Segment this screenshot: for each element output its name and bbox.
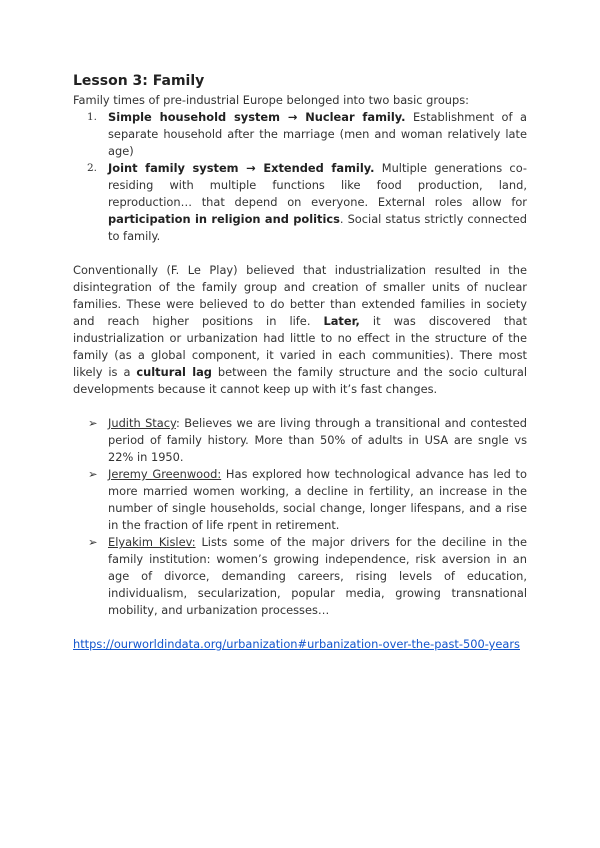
intro-text: Family times of pre-industrial Europe belonged into two basic groups: bbox=[73, 93, 470, 107]
arrow-bullet-icon: ➢ bbox=[88, 467, 98, 481]
list-item bbox=[73, 109, 527, 160]
authors-list bbox=[73, 415, 527, 619]
family-groups-list bbox=[73, 109, 527, 245]
group-heading: Joint family system → Extended family. bbox=[108, 161, 375, 175]
paragraph-part: Conventionally (F. Le Play) believed that industrialization resulted in the disintegration of the family group and creation of smaller units of nuclear families. These were believed to do better than extended families in society and reach higher positions in life. bbox=[73, 263, 527, 328]
paragraph-part: it was discovered that industrialization or urbanization had little to no effect in the structure of the family (as a global component, it varied in each communities). There most likely is a bbox=[73, 314, 527, 379]
paragraph-bold: cultural lag bbox=[136, 365, 212, 379]
list-item bbox=[73, 534, 527, 619]
arrow-bullet-icon: ➢ bbox=[88, 416, 98, 430]
author-text: Has explored how technological advance has led to more married women working, a decline in fertility, an increase in the number of single households, social change, longer lifespans, and a rise in the fraction of life rpent in retirement. bbox=[108, 467, 527, 532]
name-separator: : bbox=[175, 416, 180, 430]
paragraph-bold: Later, bbox=[323, 314, 360, 328]
list-item bbox=[73, 415, 527, 466]
group-heading: Simple household system → Nuclear family. bbox=[108, 110, 406, 124]
document-body bbox=[73, 72, 527, 653]
list-item bbox=[73, 466, 527, 534]
body-paragraph bbox=[73, 262, 527, 398]
lesson-title: Lesson 3: Family bbox=[73, 73, 205, 89]
author-text: Believes we are living through a transitional and contested period of family history. More than 50% of adults in USA are sngle vs 22% in 1950. bbox=[108, 416, 527, 464]
author-name: Jeremy Greenwood: bbox=[108, 467, 222, 481]
group-text: Multiple generations co-residing with multiple functions like food production, land, reproduction… that depend on everyone. External roles allow for bbox=[108, 161, 527, 209]
group-text: Establishment of a separate household after the marriage (men and woman relatively late age) bbox=[108, 110, 527, 158]
group-bold-text: participation in religion and politics bbox=[108, 212, 340, 226]
paragraph-part: between the family structure and the socio cultural developments because it cannot keep up with it’s fast changes. bbox=[73, 365, 527, 396]
author-name: Elyakim Kislev: bbox=[108, 535, 196, 549]
list-item bbox=[73, 160, 527, 245]
source-link-line bbox=[73, 636, 527, 653]
arrow-bullet-icon: ➢ bbox=[88, 535, 98, 549]
source-link[interactable]: https://ourworldindata.org/urbanization#urbanization-over-the-past-500-years bbox=[73, 637, 520, 651]
group-text-end: . Social status strictly connected to family. bbox=[108, 212, 527, 243]
author-name: Judith Stacy bbox=[108, 416, 176, 430]
list-number: 1. bbox=[87, 111, 98, 123]
list-number: 2. bbox=[87, 162, 98, 174]
author-text: Lists some of the major drivers for the deciline in the family institution: women’s growing independence, risk aversion in an age of divorce, demanding careers, rising levels of education, individualism, secularization, popular media, growing transnational mobility, and urbanization processes… bbox=[108, 535, 527, 617]
